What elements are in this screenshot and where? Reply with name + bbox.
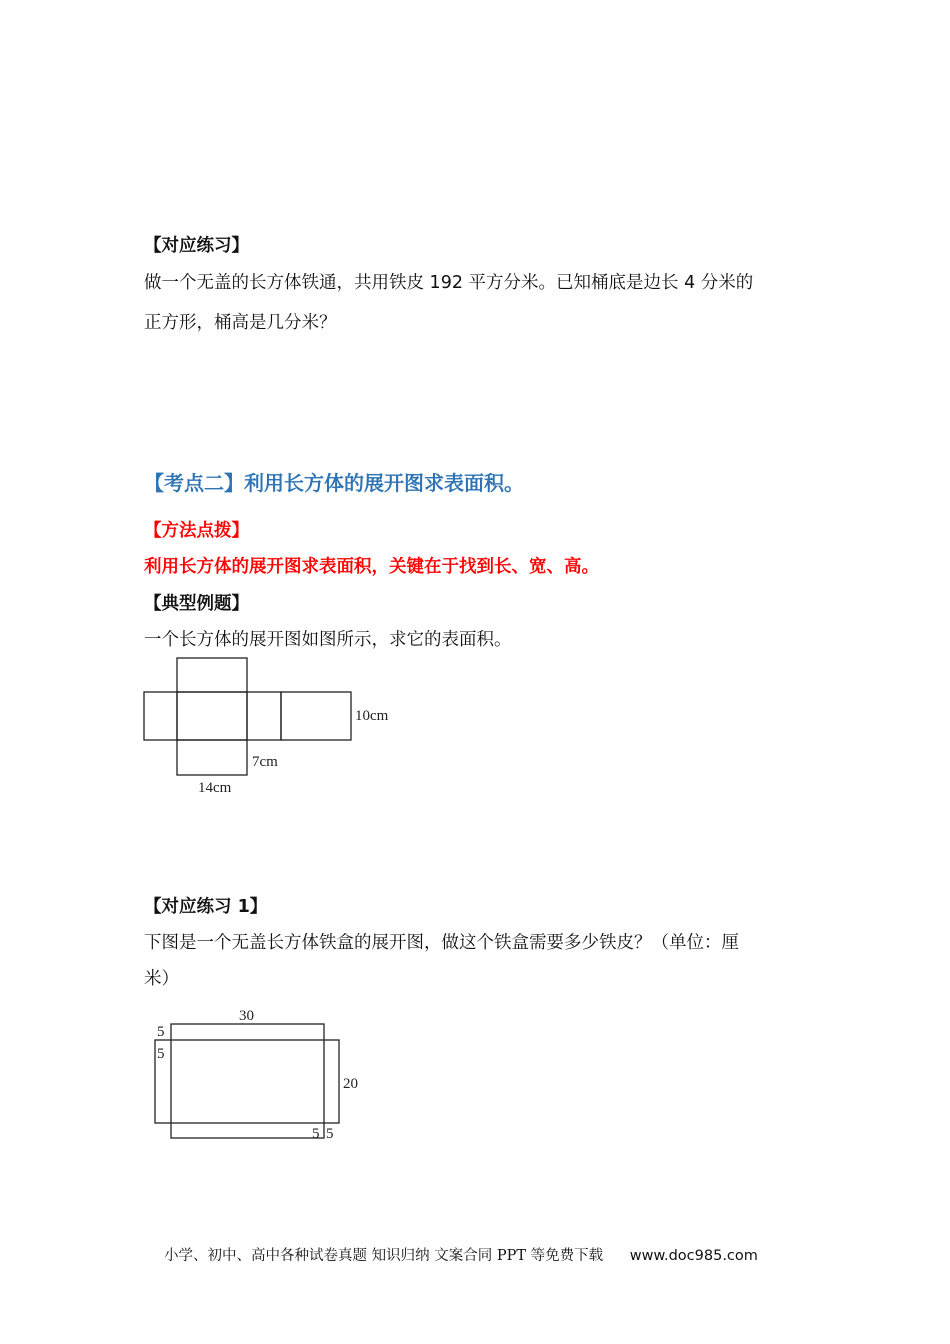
net-face-bottom (177, 740, 247, 775)
label-5-bottom-b: 5 (326, 1126, 334, 1142)
label-5-left-mid: 5 (157, 1046, 165, 1062)
footer (164, 1244, 758, 1265)
open-box-net-figure (140, 1000, 380, 1150)
label-5-left-top: 5 (157, 1024, 165, 1040)
label-10cm: 10cm (355, 708, 389, 724)
cuboid-net-figure (130, 650, 420, 800)
label-20: 20 (343, 1076, 358, 1092)
net-face-back (281, 692, 351, 740)
practice1-heading: 【对应练习 1】 (144, 897, 268, 917)
footer-text: 小学、初中、高中各种试卷真题 知识归纳 文案合同 PPT 等免费下载 (164, 1248, 604, 1264)
method-text: 利用长方体的展开图求表面积，关键在于找到长、宽、高。 (144, 557, 599, 577)
net-face-right (247, 692, 281, 740)
box-outer-horizontal (155, 1040, 339, 1123)
footer-url[interactable]: www.doc985.com (629, 1248, 758, 1264)
label-30: 30 (239, 1008, 254, 1024)
practice1-text-line2: 米） (144, 969, 179, 989)
practice-heading: 【对应练习】 (144, 236, 249, 256)
practice1-text-line1: 下图是一个无盖长方体铁盒的展开图，做这个铁盒需要多少铁皮？（单位：厘 (144, 933, 739, 953)
net-face-left (144, 692, 177, 740)
example-text: 一个长方体的展开图如图所示，求它的表面积。 (144, 630, 512, 650)
section-title: 【考点二】利用长方体的展开图求表面积。 (144, 471, 524, 495)
method-heading: 【方法点拨】 (144, 521, 249, 541)
practice-text-line2: 正方形，桶高是几分米？ (144, 313, 337, 333)
label-5-bottom-a: 5 (312, 1126, 320, 1142)
practice-text-line1: 做一个无盖的长方体铁通，共用铁皮 192 平方分米。已知桶底是边长 4 分米的 (144, 273, 754, 293)
label-14cm: 14cm (198, 780, 232, 796)
example-heading: 【典型例题】 (144, 594, 249, 614)
net-face-front (177, 692, 247, 740)
box-outer-vertical (171, 1024, 324, 1138)
net-face-top (177, 658, 247, 692)
label-7cm: 7cm (252, 754, 278, 770)
